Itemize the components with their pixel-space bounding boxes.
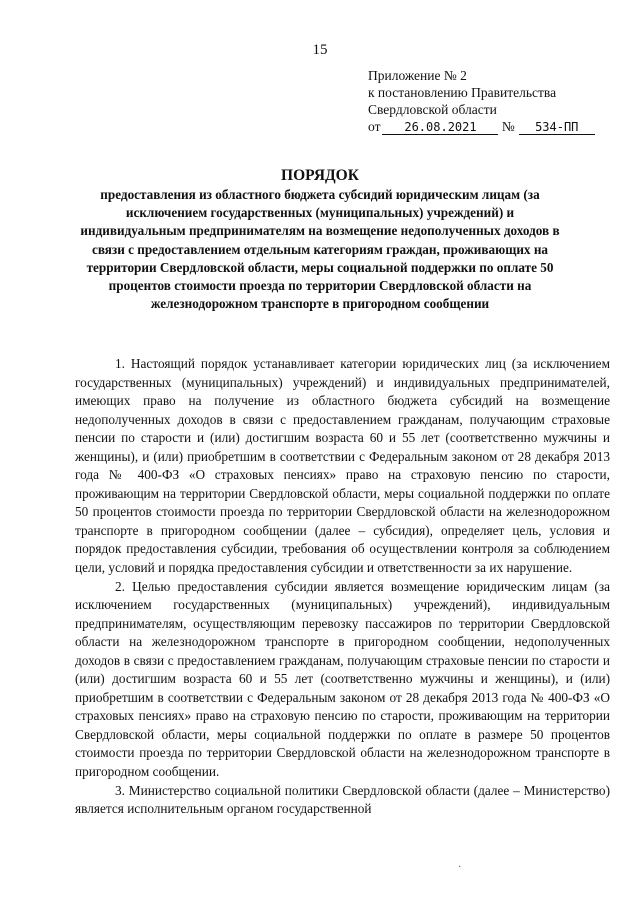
appendix-line-2: к постановлению Правительства	[368, 85, 557, 100]
appendix-date-line	[368, 118, 595, 135]
appendix-line-3: Свердловской области	[368, 102, 497, 117]
paragraph-3: 3. Министерство социальной политики Свердловской области (далее – Министерство) является исполнительным органом государственной	[75, 782, 610, 817]
resolution-number: 534-ПП	[519, 120, 595, 135]
document-body	[75, 355, 610, 819]
document-subtitle: предоставления из областного бюджета субсидий юридическим лицам (за исключением государственных (муниципальных) учреждений) и индивидуальным предпринимателям на возмещение недополученных доходов в связи с предоставлением отдельным категориям граждан, проживающих на территории Свердловской области, меры социальной поддержки по оплате 50 процентов стоимости проезда по территории Свердловской области на железнодорожном транспорте в пригородном сообщении	[80, 187, 560, 312]
appendix-header	[368, 67, 595, 135]
date-prefix: от	[368, 119, 381, 134]
resolution-date: 26.08.2021	[382, 120, 498, 135]
page-number: 15	[312, 42, 328, 58]
number-prefix: №	[501, 119, 515, 134]
appendix-line-1: Приложение № 2	[368, 68, 467, 83]
paragraph-2: 2. Целью предоставления субсидии является возмещение юридическим лицам (за исключением государственных (муниципальных) учреждений), индивидуальным предпринимателям, осуществляющим перевозку пассажиров по территории Свердловской области на железнодорожном транспорте в пригородном сообщении, недополученных доходов в связи с предоставлением гражданам, получающим страховые пенсии по старости и (или) достигшим возраста 60 и 55 лет (соответственно мужчины и женщины), и (или) приобретшим в соответствии с Федеральным законом от 28 декабря 2013 года № 400-ФЗ «О страховых пенсиях» право на страховую пенсию по старости, проживающим на территории Свердловской области, меры социальной поддержки по оплате в размере 50 процентов стоимости проезда по территории Свердловской области на железнодорожном транспорте в пригородном сообщении.	[75, 578, 610, 780]
footer-mark: ·	[458, 862, 462, 873]
paragraph-1: 1. Настоящий порядок устанавливает категории юридических лиц (за исключением государственных (муниципальных) учреждений) и индивидуальных предпринимателей, имеющих право на получение из областного бюджета субсидий на возмещение недополученных доходов в связи с предоставлением гражданам, получающим страховые пенсии по старости и (или) достигшим возраста 60 и 55 лет (соответственно мужчины и женщины), и (или) приобретшим в соответствии с Федеральным законом от 28 декабря 2013 года № 400-ФЗ «О страховых пенсиях» право на страховую пенсию по старости, проживающим на территории Свердловской области, меры социальной поддержки по оплате 50 процентов стоимости проезда по территории Свердловской области на железнодорожном транспорте в пригородном сообщении (далее – субсидия), определяет цель, условия и порядок предоставления субсидии, требования об осуществлении контроля за соблюдением цели, условий и порядка предоставления субсидии и ответственности за их нарушение.	[75, 356, 610, 576]
document-title: ПОРЯДОК	[281, 167, 359, 184]
